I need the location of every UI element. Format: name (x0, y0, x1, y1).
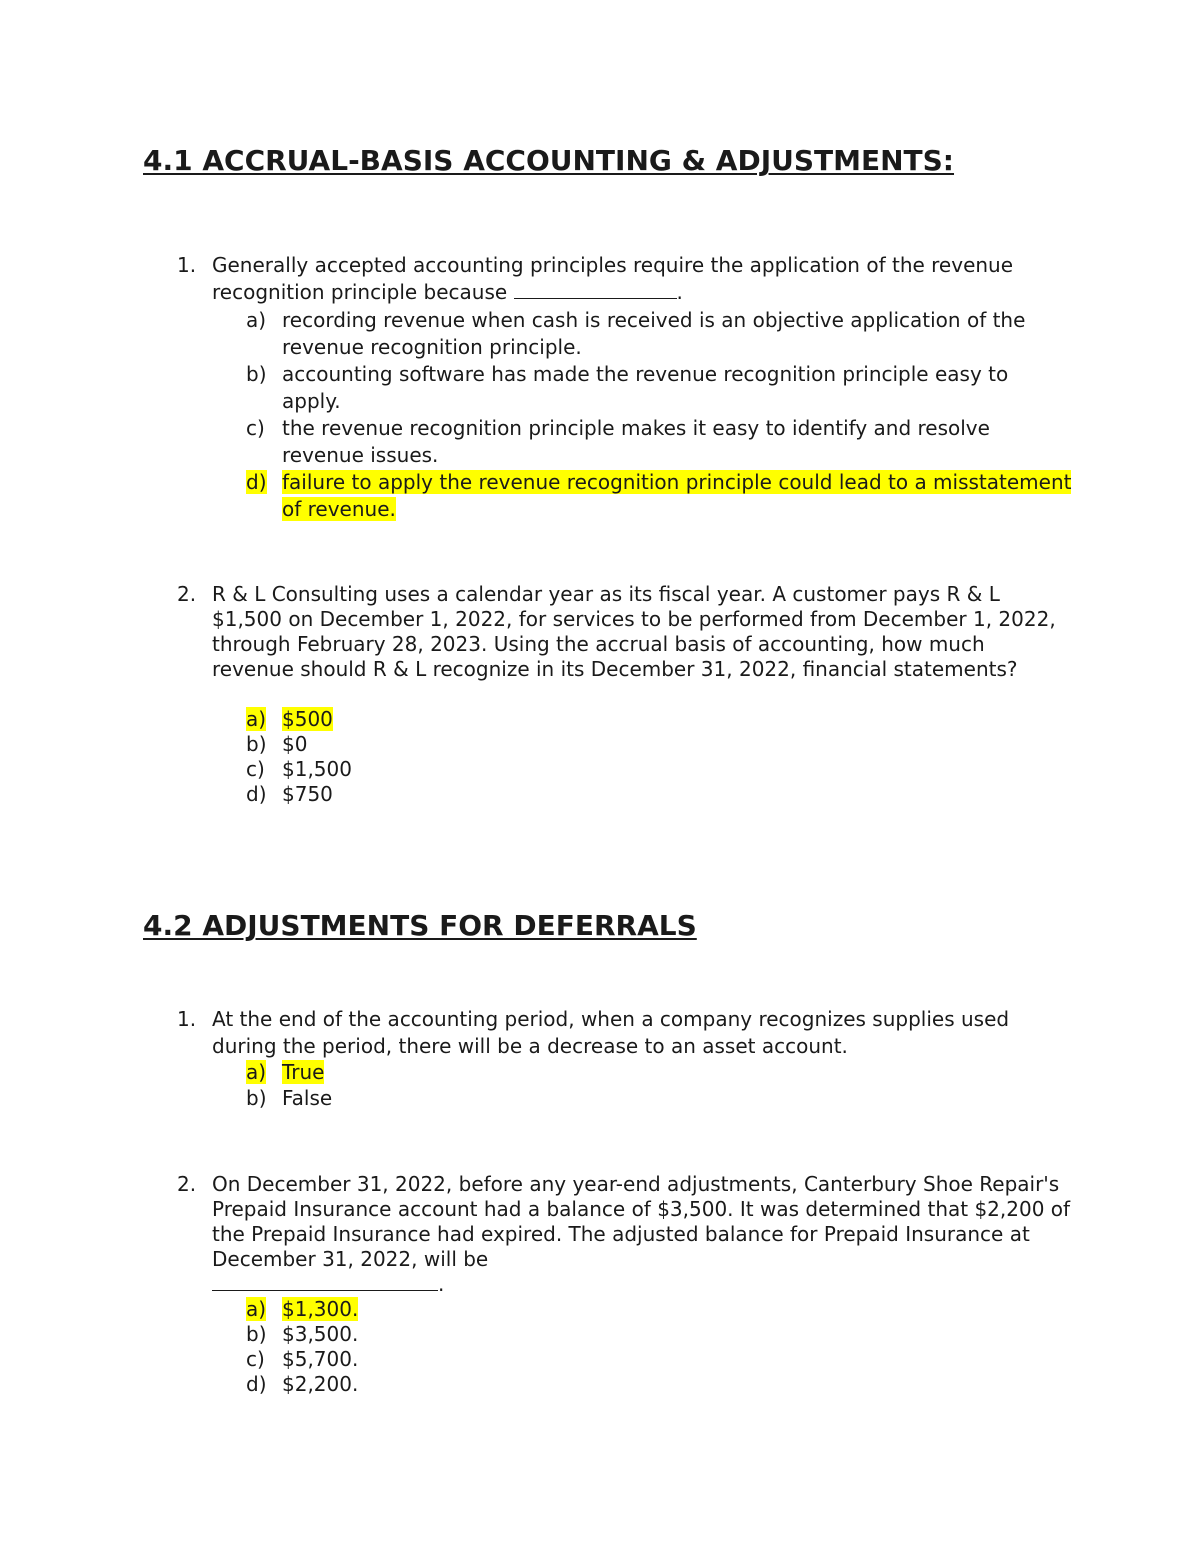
question-text: On December 31, 2022, before any year-end adjustments, Canterbury Shoe Repair's Prepaid Insurance account had a balance of $3,500. It was determined that $2,200 of the Prepaid Insurance had expired. The adjusted balance for Prepaid Insurance at December 31, 2022, will be . (212, 1172, 1071, 1296)
question-text: Generally accepted accounting principles require the application of the revenue recognition principle because . (212, 253, 1014, 304)
answer-blank (514, 281, 677, 299)
highlighted-answer-letter: a) (246, 707, 267, 731)
highlighted-answer-letter: a) (246, 1060, 267, 1084)
question-text: R & L Consulting uses a calendar year as its fiscal year. A customer pays R & L $1,500 on December 1, 2022, for services to be performed from December 1, 2022, through February 28, 2023. Using the accrual basis of accounting, how much revenue should R & L recognize in its December 31, 2022, financial statements? (212, 582, 1056, 681)
highlighted-answer-text: True (282, 1060, 325, 1084)
section-heading-4-1: 4.1 ACCRUAL-BASIS ACCOUNTING & ADJUSTMENTS: (143, 144, 955, 177)
document-page: 4.1 ACCRUAL-BASIS ACCOUNTING & ADJUSTMENTS: 1. Generally accepted accounting principles require the application of the revenue recognition principle because . a) recording revenue when cash is received is an objective application of the revenue recognition principle. b) accounting software has made the revenue recognition principle easy to apply. c) the revenue recognition principle makes it easy to identify and resolve revenue issues. d) failure to apply the revenue recognition principle could lead to a misstatement of revenue. 2. R & L Consulting uses a calendar year as its fiscal year. A customer pays R & L $1,500 on December 1, 2022, for services to be performed from December 1, 2022, through February 28, 2023. Using the accrual basis of accounting, how much revenue should R & L recognize in its December 31, 2022, financial statements? a) $500 b) $0 c) $1,500 d) $750 4.2 ADJUSTMENTS FOR DEFERRALS 1. At the end of the accounting period, when a company recognizes supplies used during the period, there will be a decrease to an asset account. a) True b) False 2. On December 31, 2022, before any year-end adjustments, Canterbury Shoe Repair's Prepaid Insurance account had a balance of $3,500. It was determined that $2,200 of the Prepaid Insurance had expired. The adjusted balance for Prepaid Insurance at December 31, 2022, will be . a) $1,300. b) $3,500. c) $5,700. d) $2,200. (143, 144, 1072, 1396)
question-number: 1. (177, 253, 197, 277)
question-number: 1. (177, 1007, 197, 1031)
section-heading-4-2: 4.2 ADJUSTMENTS FOR DEFERRALS (143, 909, 697, 942)
question-text: At the end of the accounting period, when a company recognizes supplies used during the period, there will be a decrease to an asset account. (212, 1007, 1010, 1058)
highlighted-answer-text: $500 (282, 707, 333, 731)
question-number: 2. (177, 582, 197, 606)
highlighted-answer-letter: d) (246, 470, 267, 494)
question-number: 2. (177, 1172, 197, 1196)
highlighted-answer-letter: a) (246, 1297, 267, 1321)
highlighted-answer-text: $1,300. (282, 1297, 359, 1321)
highlighted-answer-text: failure to apply the revenue recognition principle could lead to a misstatement of revenue. (282, 470, 1072, 521)
answer-blank (212, 1273, 438, 1291)
